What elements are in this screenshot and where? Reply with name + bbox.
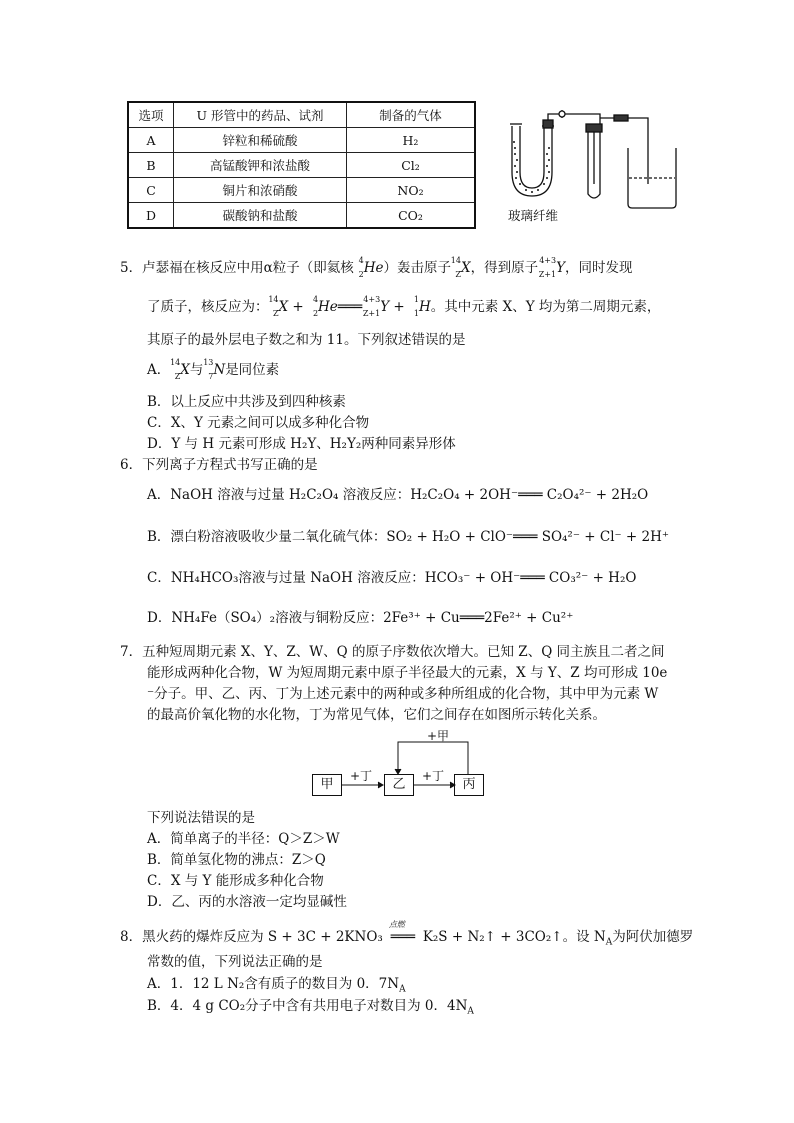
q5-text-c: ，得到原子	[470, 260, 539, 276]
q8-option-a-text: A．1．12 L N₂含有质子的数目为 0．7N	[147, 976, 400, 992]
cell-option: C	[128, 178, 174, 203]
q5-line1: 5．卢瑟福在核反应中用α粒子（即氦核 4 2 He）轰击原子 14 Z X，得到原子 4+3 Z+1 Y，同时发现	[120, 256, 633, 279]
node-yi: 乙	[384, 774, 414, 796]
q5-line2-a: 了质子，核反应为：	[147, 299, 269, 315]
q5-text-a: 卢瑟福在核反应中用α粒子（即氦核	[142, 260, 354, 276]
cell-reagent: 锌粒和稀硫酸	[174, 128, 347, 153]
label-add-ding-2: +丁	[422, 769, 445, 783]
q5-option-a-post: 是同位素	[225, 362, 280, 378]
cell-gas: NO₂	[347, 178, 476, 203]
na-subscript: A	[467, 1006, 474, 1017]
q8-line1-a: 8．黑火药的爆炸反应为 S + 3C + 2KNO₃	[120, 929, 383, 945]
q5-line2-b: 。其中元素 X、Y 均为第二周期元素，	[430, 299, 661, 315]
x-isotope: 14 Z	[450, 256, 461, 279]
q7-line1: 7．五种短周期元素 X、Y、Z、W、Q 的原子序数依次增大。已知 Z、Q 同主族且二者之间	[120, 644, 665, 660]
apparatus-label: 玻璃纤维	[508, 208, 559, 223]
cell-option: D	[128, 203, 174, 229]
q7-lead: 下列说法错误的是	[147, 810, 255, 826]
q8-line1: 8．黑火药的爆炸反应为 S + 3C + 2KNO₃ 点燃 ═══ K₂S + N₂↑ + 3CO₂↑。设 $N_A$为阿伏加德罗	[120, 920, 694, 948]
q8-option-b	[147, 994, 474, 1017]
cell-option: B	[128, 153, 174, 178]
na-subscript: A	[605, 937, 613, 948]
cell-gas: CO₂	[347, 203, 476, 229]
q6-option-d: D．NH₄Fe（SO₄）₂溶液与铜粉反应：2Fe³⁺ + Cu═══2Fe²⁺ + Cu²⁺	[147, 610, 574, 626]
q8-option-a	[147, 972, 406, 995]
node-jia: 甲	[312, 774, 342, 796]
q5-text-b: ）轰击原子	[383, 260, 451, 276]
q6-option-c: C．NH₄HCO₃溶液与过量 NaOH 溶液反应：HCO₃⁻ + OH⁻═══ CO₃²⁻ + H₂O	[147, 570, 637, 586]
q5-option-a-label: A．	[147, 362, 171, 378]
table-row	[128, 153, 475, 178]
q5-option-a-mid: 与	[189, 362, 204, 378]
y-isotope: 4+3 Z+1	[538, 256, 557, 279]
q5-number: 5．	[120, 260, 143, 276]
cell-gas: H₂	[347, 128, 476, 153]
q8-line2: 常数的值，下列说法正确的是	[147, 954, 323, 970]
node-bing: 丙	[454, 774, 484, 796]
q5-option-b: B．以上反应中共涉及到四种核素	[147, 394, 346, 410]
header-reagent: U 形管中的药品、试剂	[174, 102, 347, 128]
table-row	[128, 178, 475, 203]
reagent-table	[127, 101, 476, 229]
q5-option-d: D．Y 与 H 元素可形成 H₂Y、H₂Y₂两种同素异形体	[147, 436, 456, 452]
q5-line3: 其原子的最外层电子数之和为 11。下列叙述错误的是	[147, 332, 466, 348]
header-option: 选项	[128, 102, 174, 128]
table-header-row	[128, 102, 475, 128]
q6-stem: 6．下列离子方程式书写正确的是	[120, 457, 318, 473]
q5-text-d: ，同时发现	[565, 260, 633, 276]
q5-option-a: A． 14 Z X与 13 7 N是同位素	[147, 358, 280, 381]
cell-option: A	[128, 128, 174, 153]
label-add-jia: +甲	[427, 729, 450, 743]
cell-reagent: 碳酸钠和盐酸	[174, 203, 347, 229]
q7-line2: 能形成两种化合物，W 为短周期元素中原子半径最大的元素，X 与 Y、Z 均可形成 10e	[147, 665, 668, 681]
q8-option-b-text: B．4．4 g CO₂分子中含有共用电子对数目为 0．4N	[147, 998, 468, 1014]
cell-gas: Cl₂	[347, 153, 476, 178]
label-add-ding-1: +丁	[350, 769, 373, 783]
header-gas: 制备的气体	[347, 102, 476, 128]
na-subscript: A	[399, 984, 406, 995]
q7-line4: 的最高价氧化物的水化物，丁为常见气体，它们之间存在如图所示转化关系。	[147, 707, 606, 723]
q7-line3: ⁻分子。甲、乙、丙、丁为上述元素中的两种或多种所组成的化合物，其中甲为元素 W	[147, 686, 659, 702]
table-row	[128, 203, 475, 229]
q6-option-a: A．NaOH 溶液与过量 H₂C₂O₄ 溶液反应：H₂C₂O₄ + 2OH⁻═══ C₂O₄²⁻ + 2H₂O	[147, 487, 649, 503]
q7-option-d: D．乙、丙的水溶液一定均显碱性	[147, 894, 347, 910]
cell-reagent: 高锰酸钾和浓盐酸	[174, 153, 347, 178]
q7-option-c: C．X 与 Y 能形成多种化合物	[147, 873, 324, 889]
table-row	[128, 128, 475, 153]
cell-reagent: 铜片和浓硝酸	[174, 178, 347, 203]
q5-line2: 了质子，核反应为： 14 Z X + 4 2 He═══ 4+3 Z+1 Y + 1 1 H。其中元素 X、Y 均为第二周期元素，	[147, 295, 661, 318]
q7-option-a: A．简单离子的半径：Q＞Z＞W	[147, 831, 340, 847]
q8-line1-c: 为阿伏加德罗	[612, 929, 694, 945]
helium-isotope: 4 2	[358, 256, 364, 279]
q6-option-b: B．漂白粉溶液吸收少量二氧化硫气体：SO₂ + H₂O + ClO⁻═══ SO₄²⁻ + Cl⁻ + 2H⁺	[147, 529, 670, 545]
q8-line1-b: K₂S + N₂↑ + 3CO₂↑。设 N	[422, 929, 606, 945]
q7-option-b: B．简单氢化物的沸点：Z＞Q	[147, 852, 326, 868]
q5-option-c: C．X、Y 元素之间可以成多种化合物	[147, 415, 370, 431]
ignite-condition: 点燃	[388, 920, 405, 929]
